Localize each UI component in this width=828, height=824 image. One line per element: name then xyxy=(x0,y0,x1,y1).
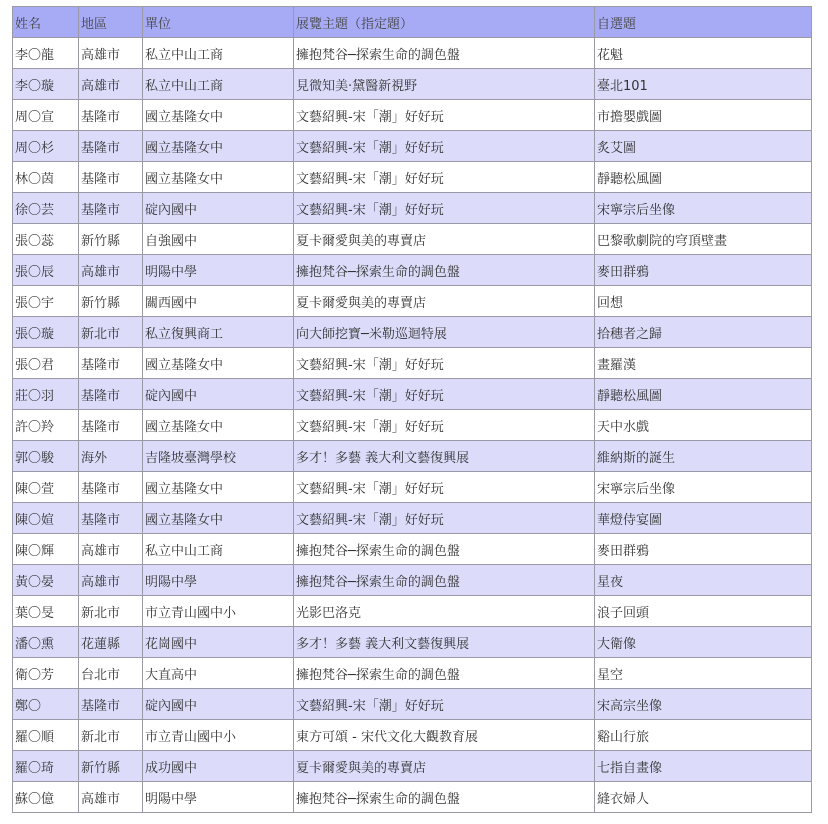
table-row xyxy=(13,441,812,472)
table-row xyxy=(13,131,812,162)
cell-unit: 國立基隆女中 xyxy=(143,410,294,441)
cell-choice: 拾穗者之歸 xyxy=(595,317,812,348)
cell-theme: 文藝紹興-宋「潮」好好玩 xyxy=(294,689,595,720)
cell-name: 衛〇芳 xyxy=(13,658,79,689)
cell-theme: 夏卡爾愛與美的專賣店 xyxy=(294,751,595,782)
cell-name: 潘〇熏 xyxy=(13,627,79,658)
cell-name: 蘇〇億 xyxy=(13,782,79,813)
table-row xyxy=(13,689,812,720)
cell-name: 葉〇旻 xyxy=(13,596,79,627)
cell-region: 新北市 xyxy=(79,720,143,751)
cell-region: 基隆市 xyxy=(79,503,143,534)
cell-theme: 擁抱梵谷─探索生命的調色盤 xyxy=(294,565,595,596)
cell-region: 台北市 xyxy=(79,658,143,689)
table-row xyxy=(13,658,812,689)
cell-region: 高雄市 xyxy=(79,255,143,286)
cell-name: 張〇君 xyxy=(13,348,79,379)
cell-choice: 宋寧宗后坐像 xyxy=(595,472,812,503)
cell-choice: 回想 xyxy=(595,286,812,317)
cell-choice: 麥田群鴉 xyxy=(595,255,812,286)
cell-choice: 浪子回頭 xyxy=(595,596,812,627)
cell-region: 高雄市 xyxy=(79,38,143,69)
cell-theme: 擁抱梵谷─探索生命的調色盤 xyxy=(294,38,595,69)
cell-name: 羅〇琦 xyxy=(13,751,79,782)
cell-unit: 花崗國中 xyxy=(143,627,294,658)
table-row xyxy=(13,224,812,255)
cell-region: 高雄市 xyxy=(79,69,143,100)
cell-unit: 自強國中 xyxy=(143,224,294,255)
cell-theme: 夏卡爾愛與美的專賣店 xyxy=(294,286,595,317)
cell-name: 陳〇媗 xyxy=(13,503,79,534)
table-row xyxy=(13,162,812,193)
cell-unit: 碇內國中 xyxy=(143,379,294,410)
cell-region: 新竹縣 xyxy=(79,286,143,317)
cell-unit: 碇內國中 xyxy=(143,193,294,224)
cell-name: 張〇蕊 xyxy=(13,224,79,255)
cell-unit: 國立基隆女中 xyxy=(143,472,294,503)
cell-choice: 麥田群鴉 xyxy=(595,534,812,565)
cell-choice: 市擔嬰戲圖 xyxy=(595,100,812,131)
cell-choice: 大衛像 xyxy=(595,627,812,658)
cell-unit: 國立基隆女中 xyxy=(143,503,294,534)
table-row xyxy=(13,627,812,658)
header-name: 姓名 xyxy=(13,7,79,38)
cell-choice: 臺北101 xyxy=(595,69,812,100)
table-row xyxy=(13,286,812,317)
cell-name: 黃〇晏 xyxy=(13,565,79,596)
cell-unit: 明陽中學 xyxy=(143,565,294,596)
cell-region: 基隆市 xyxy=(79,689,143,720)
header-unit: 單位 xyxy=(143,7,294,38)
cell-unit: 國立基隆女中 xyxy=(143,100,294,131)
table-row xyxy=(13,782,812,813)
cell-name: 郭〇駿 xyxy=(13,441,79,472)
cell-choice: 華燈侍宴圖 xyxy=(595,503,812,534)
table-row xyxy=(13,317,812,348)
cell-name: 李〇龍 xyxy=(13,38,79,69)
cell-choice: 谿山行旅 xyxy=(595,720,812,751)
cell-region: 新北市 xyxy=(79,317,143,348)
cell-theme: 東方可頌 - 宋代文化大觀教育展 xyxy=(294,720,595,751)
award-table xyxy=(12,6,812,813)
cell-unit: 碇內國中 xyxy=(143,689,294,720)
cell-name: 張〇辰 xyxy=(13,255,79,286)
cell-unit: 私立中山工商 xyxy=(143,534,294,565)
cell-name: 鄭〇 xyxy=(13,689,79,720)
cell-unit: 大直高中 xyxy=(143,658,294,689)
cell-choice: 靜聽松風圖 xyxy=(595,162,812,193)
cell-unit: 私立中山工商 xyxy=(143,69,294,100)
cell-theme: 多才！多藝 義大利文藝復興展 xyxy=(294,441,595,472)
cell-region: 基隆市 xyxy=(79,162,143,193)
cell-choice: 靜聽松風圖 xyxy=(595,379,812,410)
cell-theme: 向大師挖寶─米勒巡迴特展 xyxy=(294,317,595,348)
cell-unit: 明陽中學 xyxy=(143,255,294,286)
cell-unit: 國立基隆女中 xyxy=(143,162,294,193)
table-row xyxy=(13,751,812,782)
header-region: 地區 xyxy=(79,7,143,38)
table-row xyxy=(13,100,812,131)
cell-name: 羅〇順 xyxy=(13,720,79,751)
cell-name: 周〇杉 xyxy=(13,131,79,162)
header-row xyxy=(13,7,812,38)
cell-theme: 文藝紹興-宋「潮」好好玩 xyxy=(294,472,595,503)
cell-choice: 畫羅漢 xyxy=(595,348,812,379)
cell-choice: 花魁 xyxy=(595,38,812,69)
cell-theme: 多才！多藝 義大利文藝復興展 xyxy=(294,627,595,658)
cell-unit: 國立基隆女中 xyxy=(143,131,294,162)
cell-region: 基隆市 xyxy=(79,131,143,162)
cell-theme: 見微知美‧黛醫新視野 xyxy=(294,69,595,100)
cell-unit: 明陽中學 xyxy=(143,782,294,813)
cell-choice: 星夜 xyxy=(595,565,812,596)
header-choice: 自選題 xyxy=(595,7,812,38)
cell-name: 張〇宇 xyxy=(13,286,79,317)
cell-unit: 成功國中 xyxy=(143,751,294,782)
cell-theme: 擁抱梵谷─探索生命的調色盤 xyxy=(294,782,595,813)
cell-choice: 維納斯的誕生 xyxy=(595,441,812,472)
cell-unit: 市立青山國中小 xyxy=(143,596,294,627)
cell-choice: 天中水戲 xyxy=(595,410,812,441)
table-row xyxy=(13,379,812,410)
table-row xyxy=(13,503,812,534)
cell-name: 林〇茵 xyxy=(13,162,79,193)
cell-unit: 私立中山工商 xyxy=(143,38,294,69)
cell-choice: 巴黎歌劇院的穹頂壁畫 xyxy=(595,224,812,255)
cell-name: 陳〇輝 xyxy=(13,534,79,565)
cell-region: 海外 xyxy=(79,441,143,472)
table-row xyxy=(13,534,812,565)
table-row xyxy=(13,255,812,286)
cell-choice: 七指自畫像 xyxy=(595,751,812,782)
cell-region: 新竹縣 xyxy=(79,751,143,782)
table-row xyxy=(13,720,812,751)
cell-name: 徐〇芸 xyxy=(13,193,79,224)
table-row xyxy=(13,69,812,100)
cell-theme: 光影巴洛克 xyxy=(294,596,595,627)
cell-theme: 文藝紹興-宋「潮」好好玩 xyxy=(294,131,595,162)
cell-region: 基隆市 xyxy=(79,379,143,410)
cell-choice: 縫衣婦人 xyxy=(595,782,812,813)
cell-unit: 關西國中 xyxy=(143,286,294,317)
cell-unit: 國立基隆女中 xyxy=(143,348,294,379)
cell-theme: 夏卡爾愛與美的專賣店 xyxy=(294,224,595,255)
table-row xyxy=(13,38,812,69)
cell-region: 新竹縣 xyxy=(79,224,143,255)
cell-theme: 文藝紹興-宋「潮」好好玩 xyxy=(294,162,595,193)
cell-theme: 擁抱梵谷─探索生命的調色盤 xyxy=(294,255,595,286)
cell-name: 莊〇羽 xyxy=(13,379,79,410)
cell-choice: 宋高宗坐像 xyxy=(595,689,812,720)
cell-theme: 文藝紹興-宋「潮」好好玩 xyxy=(294,379,595,410)
table-header xyxy=(13,7,812,38)
cell-region: 基隆市 xyxy=(79,100,143,131)
cell-unit: 吉隆坡臺灣學校 xyxy=(143,441,294,472)
table-row xyxy=(13,472,812,503)
cell-region: 高雄市 xyxy=(79,782,143,813)
cell-theme: 文藝紹興-宋「潮」好好玩 xyxy=(294,503,595,534)
cell-region: 花蓮縣 xyxy=(79,627,143,658)
cell-region: 基隆市 xyxy=(79,193,143,224)
cell-region: 基隆市 xyxy=(79,410,143,441)
cell-region: 高雄市 xyxy=(79,534,143,565)
cell-name: 周〇宣 xyxy=(13,100,79,131)
cell-theme: 擁抱梵谷─探索生命的調色盤 xyxy=(294,658,595,689)
table-row xyxy=(13,596,812,627)
cell-theme: 文藝紹興-宋「潮」好好玩 xyxy=(294,100,595,131)
table-body xyxy=(13,38,812,813)
table-wrapper xyxy=(12,6,812,813)
header-theme: 展覽主題（指定題） xyxy=(294,7,595,38)
cell-theme: 文藝紹興-宋「潮」好好玩 xyxy=(294,348,595,379)
table-row xyxy=(13,410,812,441)
cell-unit: 市立青山國中小 xyxy=(143,720,294,751)
cell-name: 李〇璇 xyxy=(13,69,79,100)
cell-theme: 文藝紹興-宋「潮」好好玩 xyxy=(294,410,595,441)
cell-theme: 擁抱梵谷─探索生命的調色盤 xyxy=(294,534,595,565)
table-row xyxy=(13,565,812,596)
cell-unit: 私立復興商工 xyxy=(143,317,294,348)
table-row xyxy=(13,193,812,224)
table-row xyxy=(13,348,812,379)
cell-region: 基隆市 xyxy=(79,472,143,503)
cell-name: 張〇璇 xyxy=(13,317,79,348)
cell-choice: 宋寧宗后坐像 xyxy=(595,193,812,224)
cell-region: 高雄市 xyxy=(79,565,143,596)
cell-region: 新北市 xyxy=(79,596,143,627)
cell-name: 許〇羚 xyxy=(13,410,79,441)
cell-name: 陳〇萱 xyxy=(13,472,79,503)
cell-choice: 星空 xyxy=(595,658,812,689)
cell-region: 基隆市 xyxy=(79,348,143,379)
cell-theme: 文藝紹興-宋「潮」好好玩 xyxy=(294,193,595,224)
cell-choice: 炙艾圖 xyxy=(595,131,812,162)
